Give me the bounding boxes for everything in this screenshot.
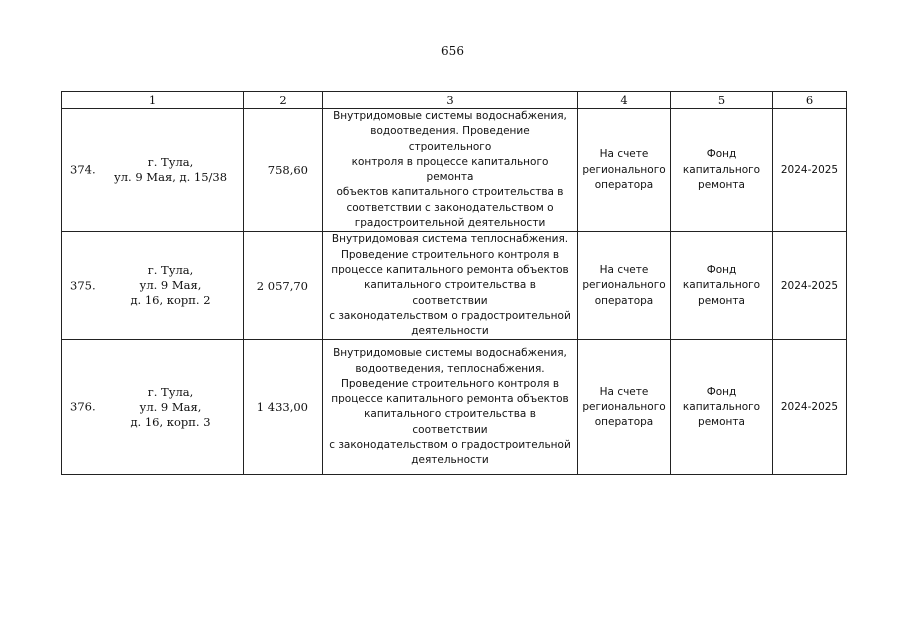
work-line: капитального строительства в соответствии [364, 279, 536, 307]
work-line: деятельности [411, 325, 489, 338]
table-row [62, 232, 847, 340]
source-line: капитального [682, 163, 761, 176]
address-line: г. Тула, [147, 263, 194, 278]
account-line: оператора [594, 416, 654, 429]
period-cell: 2024-2025 [773, 340, 847, 475]
address-text [108, 263, 233, 308]
address-text [108, 155, 233, 185]
account-line: оператора [594, 294, 654, 307]
table-row [62, 109, 847, 232]
work-line: Внутридомовые системы водоснабжения, [333, 347, 567, 360]
source-line: ремонта [698, 178, 745, 191]
account-cell [578, 232, 671, 340]
work-line: процессе капитального ремонта объектов [331, 393, 569, 406]
funding-source-cell [671, 232, 773, 340]
source-line: ремонта [698, 416, 745, 429]
source-line: ремонта [698, 294, 745, 307]
work-line: водоотведения, теплоснабжения. [355, 362, 545, 375]
account-line: На счете [599, 148, 649, 161]
source-line: Фонд [706, 385, 737, 398]
account-cell [578, 109, 671, 232]
address-line: ул. 9 Мая, [139, 399, 202, 414]
work-schedule-table [61, 91, 847, 475]
work-line: с законодательством о градостроительной [329, 309, 571, 322]
area-cell: 2 057,70 [244, 232, 323, 340]
address-cell [62, 109, 244, 232]
page-number: 656 [441, 44, 464, 58]
account-line: оператора [594, 178, 654, 191]
source-line: Фонд [706, 148, 737, 161]
address-cell [62, 232, 244, 340]
header-cell: 5 [671, 92, 773, 109]
header-cell: 3 [323, 92, 578, 109]
work-line: Внутридомовая система теплоснабжения. [331, 233, 569, 246]
account-line: На счете [599, 385, 649, 398]
work-line: градостроительной деятельности [354, 217, 546, 230]
work-line: соответствии с законодательством о [346, 201, 554, 214]
work-line: процессе капитального ремонта объектов [331, 263, 569, 276]
address-text [108, 385, 233, 430]
address-cell [62, 340, 244, 475]
work-line: капитального строительства в соответствии [364, 408, 536, 436]
source-line: капитального [682, 279, 761, 292]
account-line: На счете [599, 263, 649, 276]
source-line: Фонд [706, 263, 737, 276]
work-description-cell [323, 232, 578, 340]
address-line: ул. 9 Мая, д. 15/38 [113, 170, 228, 185]
work-line: Проведение строительного контроля в [340, 377, 560, 390]
area-cell: 1 433,00 [244, 340, 323, 475]
period-cell: 2024-2025 [773, 232, 847, 340]
row-number: 374. [70, 162, 96, 177]
address-line: г. Тула, [147, 384, 194, 399]
work-line: с законодательством о градостроительной [329, 439, 571, 452]
work-line: объектов капитального строительства в [336, 186, 564, 199]
funding-source-cell [671, 109, 773, 232]
address-line: ул. 9 Мая, [139, 278, 202, 293]
table-header-row [62, 92, 847, 109]
table-row [62, 340, 847, 475]
work-line: Внутридомовые системы водоснабжения, [333, 110, 567, 122]
area-cell: 758,60 [244, 109, 323, 232]
header-cell: 4 [578, 92, 671, 109]
source-line: капитального [682, 400, 761, 413]
work-description-cell [323, 109, 578, 232]
address-line: д. 16, корп. 3 [130, 414, 211, 429]
address-line: г. Тула, [147, 155, 194, 170]
work-description-cell [323, 340, 578, 475]
row-number: 376. [70, 399, 96, 414]
header-cell: 6 [773, 92, 847, 109]
account-cell [578, 340, 671, 475]
address-line: д. 16, корп. 2 [130, 293, 211, 308]
work-line: деятельности [411, 454, 489, 467]
work-line: контроля в процессе капитального ремонта [351, 155, 549, 184]
period-cell: 2024-2025 [773, 109, 847, 232]
work-line: Проведение строительного контроля в [340, 248, 560, 261]
work-line: водоотведения. Проведение строительного [370, 125, 530, 153]
account-line: регионального [582, 400, 666, 413]
header-cell: 2 [244, 92, 323, 109]
header-cell: 1 [62, 92, 244, 109]
account-line: регионального [582, 279, 666, 292]
account-line: регионального [582, 163, 666, 176]
row-number: 375. [70, 278, 96, 293]
funding-source-cell [671, 340, 773, 475]
